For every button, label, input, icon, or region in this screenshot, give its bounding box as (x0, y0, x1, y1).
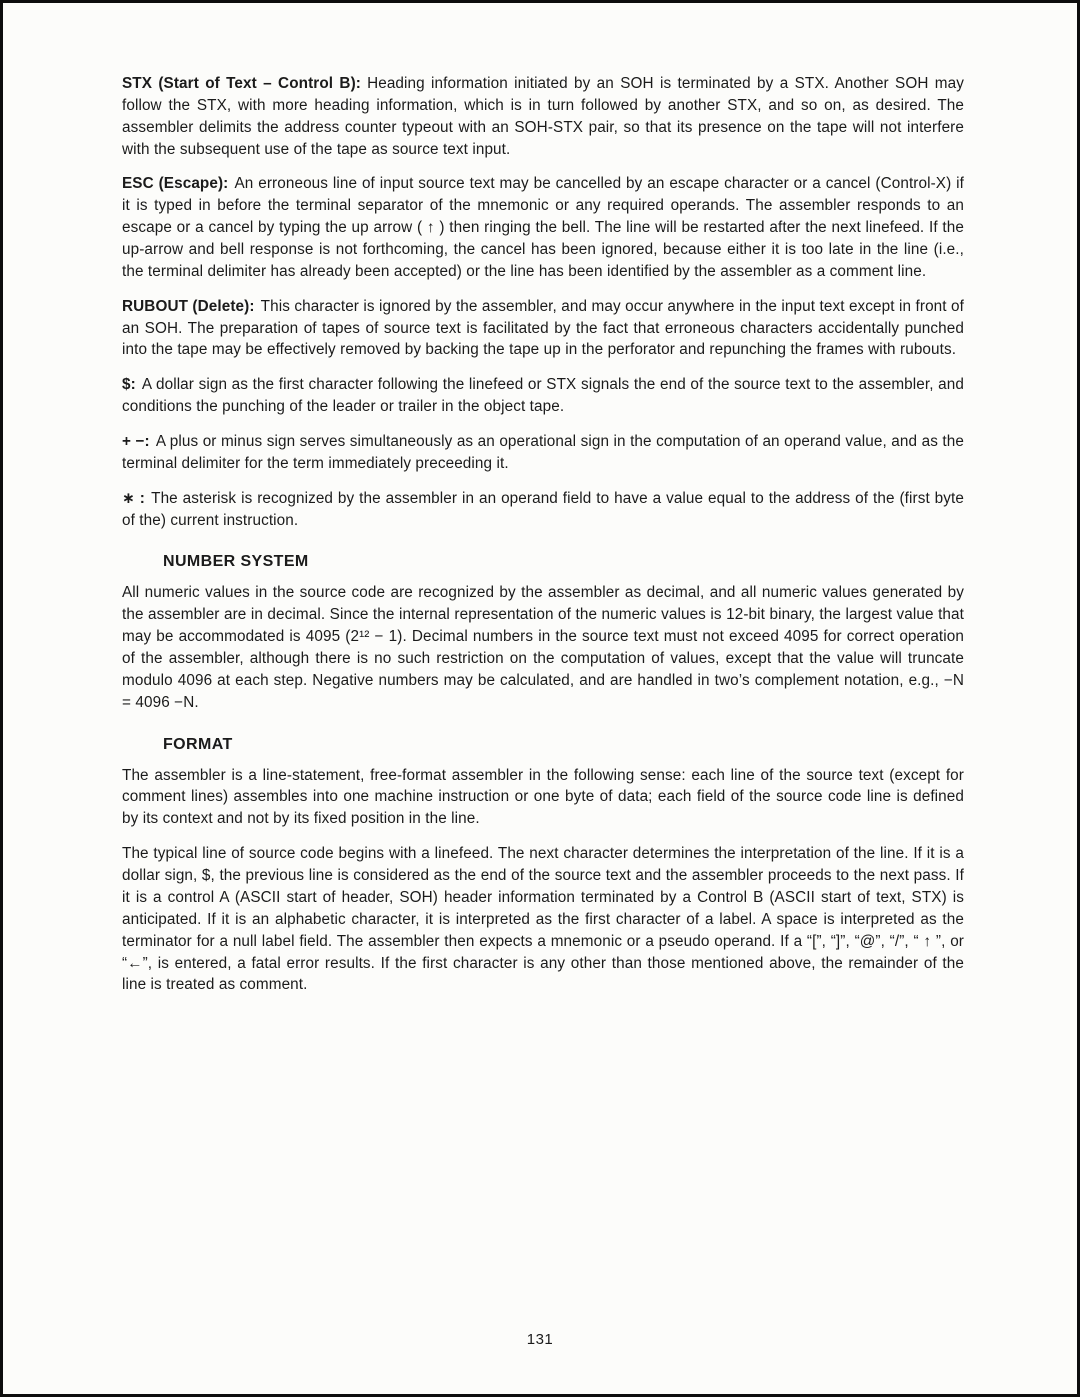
paragraph-plus-minus-text: A plus or minus sign serves simultaneously as an operational sign in the computation of an operand value, and as the terminal delimiter for the term immediately preceeding it. (122, 433, 964, 472)
term-asterisk: ∗ : (122, 489, 146, 507)
page-content (122, 73, 964, 1009)
paragraph-number-system-text: All numeric values in the source code are recognized by the assembler as decimal, and all numeric values generated by the assembler are in decimal. Since the internal representation of the numeric values is 12-bit binary, the largest value that may be accommodated is 4095 (2¹² − 1). Decimal numbers in the source text must not exceed 4095 for correct operation of the assembler, although there is no such restriction on the computation of values, except that the value will truncate modulo 4096 at each step. Negative numbers may be calculated, and are handled in two’s complement notation, e.g., −N = 4096 −N. (122, 584, 964, 711)
paragraph-dollar (122, 374, 964, 418)
term-esc: ESC (Escape): (122, 175, 229, 193)
paragraph-plus-minus (122, 431, 964, 475)
paragraph-asterisk (122, 488, 964, 532)
heading-number-system: NUMBER SYSTEM (163, 553, 309, 571)
paragraph-esc-text: An erroneous line of input source text may be cancelled by an escape character or a cancel (Control-X) if it is typed in before the terminal separator of the mnemonic or any required operands. The assembler responds to an escape or a cancel by typing the up arrow ( ↑ ) then ringing the bell. The line will be restarted after the next linefeed. If the up-arrow and bell response is not forthcoming, the cancel has been ignored, because either it is too late in the line (i.e., the terminal delimiter has already been accepted) or the line has been identified by the assembler as a comment line. (122, 175, 964, 280)
page-number: 131 (526, 1331, 554, 1348)
term-rubout: RUBOUT (Delete): (122, 297, 255, 315)
paragraph-stx (122, 73, 964, 160)
paragraph-number-system (122, 582, 964, 713)
paragraph-format-2-text: The typical line of source code begins with a linefeed. The next character determines the interpretation of the line. If it is a dollar sign, $, the previous line is considered as the end of the source text and the assembler proceeds to the next pass. If it is a control A (ASCII start of header, SOH) header information terminated by a Control B (ASCII start of text, STX) is anticipated. If it is an alphabetic character, it is interpreted as the first character of a label. A space is interpreted as the terminator for a null label field. The assembler then expects a mnemonic or a pseudo operand. If a “[”, “]”, “@”, “/”, “ ↑ ”, or “←”, is entered, a fatal error results. If the first character is any other than those mentioned above, the remainder of the line is treated as comment. (122, 845, 964, 994)
paragraph-dollar-text: A dollar sign as the first character following the linefeed or STX signals the end of the source text to the assembler, and conditions the punching of the leader or trailer in the object tape. (122, 376, 964, 416)
term-plus-minus: + −: (122, 433, 150, 451)
paragraph-rubout (122, 296, 964, 362)
term-dollar: $: (122, 376, 136, 394)
paragraph-format-2 (122, 843, 964, 996)
paragraph-stx-text: Heading information initiated by an SOH is terminated by a STX. Another SOH may follow the STX, with more heading information, which is in turn followed by another STX, and so on, as desired. The assembler delimits the address counter typeout with an SOH-STX pair, so that its presence on the tape will not interfere with the subsequent use of the tape as source text input. (122, 75, 964, 158)
term-stx: STX (Start of Text – Control B): (122, 75, 361, 92)
paragraph-format-1 (122, 765, 964, 831)
paragraph-asterisk-text: The asterisk is recognized by the assembler in an operand field to have a value equal to the address of the (first byte of the) current instruction. (122, 489, 964, 529)
heading-format: FORMAT (163, 735, 233, 753)
paragraph-format-1-text: The assembler is a line-statement, free-format assembler in the following sense: each line of the source text (except for comment lines) assembles into one machine instruction or one byte of data; each field of the source code line is defined by its context and not by its fixed position in the line. (122, 766, 964, 828)
paragraph-esc (122, 173, 964, 282)
paragraph-rubout-text: This character is ignored by the assembler, and may occur anywhere in the input text except in front of an SOH. The preparation of tapes of source text is facilitated by the fact that erroneous characters accidentally punched into the tape may be effectively removed by backing the tape up in the perforator and repunching the frames with rubouts. (122, 297, 964, 359)
